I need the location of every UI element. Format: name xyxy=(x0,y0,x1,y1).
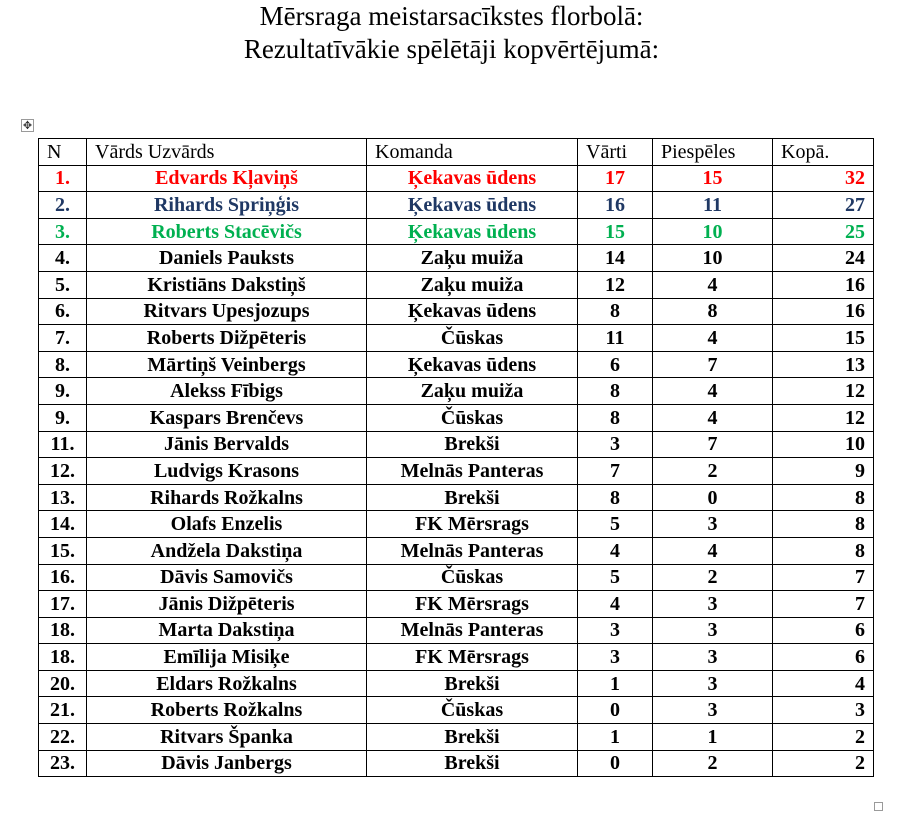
table-row xyxy=(39,351,874,378)
cell-team: Zaķu muiža xyxy=(367,245,578,272)
cell-assists: 3 xyxy=(653,670,773,697)
cell-assists: 4 xyxy=(653,325,773,352)
cell-rank: 5. xyxy=(39,271,87,298)
cell-goals: 6 xyxy=(578,351,653,378)
cell-team: Ķekavas ūdens xyxy=(367,192,578,219)
results-table xyxy=(38,138,874,777)
cell-player-name: Eldars Rožkalns xyxy=(87,670,367,697)
cell-rank: 12. xyxy=(39,458,87,485)
cell-total: 8 xyxy=(773,537,874,564)
header-number: N xyxy=(39,139,87,166)
cell-team: Brekši xyxy=(367,724,578,751)
cell-rank: 8. xyxy=(39,351,87,378)
cell-assists: 11 xyxy=(653,192,773,219)
cell-total: 24 xyxy=(773,245,874,272)
cell-total: 15 xyxy=(773,325,874,352)
cell-goals: 15 xyxy=(578,218,653,245)
cell-team: Zaķu muiža xyxy=(367,378,578,405)
cell-assists: 2 xyxy=(653,750,773,777)
cell-goals: 11 xyxy=(578,325,653,352)
cell-assists: 8 xyxy=(653,298,773,325)
cell-player-name: Rihards Spriņģis xyxy=(87,192,367,219)
cell-total: 8 xyxy=(773,511,874,538)
cell-team: Melnās Panteras xyxy=(367,537,578,564)
cell-player-name: Daniels Pauksts xyxy=(87,245,367,272)
cell-player-name: Kaspars Brenčevs xyxy=(87,404,367,431)
cell-player-name: Dāvis Samovičs xyxy=(87,564,367,591)
header-team: Komanda xyxy=(367,139,578,166)
cell-goals: 14 xyxy=(578,245,653,272)
cell-total: 2 xyxy=(773,750,874,777)
cell-team: Brekši xyxy=(367,750,578,777)
table-move-handle-icon[interactable]: ✥ xyxy=(22,119,33,132)
cell-rank: 21. xyxy=(39,697,87,724)
cell-player-name: Ritvars Španka xyxy=(87,724,367,751)
cell-team: Brekši xyxy=(367,484,578,511)
cell-goals: 16 xyxy=(578,192,653,219)
header-name: Vārds Uzvārds xyxy=(87,139,367,166)
table-row xyxy=(39,564,874,591)
cell-team: Čūskas xyxy=(367,564,578,591)
cell-player-name: Jānis Dižpēteris xyxy=(87,591,367,618)
cell-player-name: Ludvigs Krasons xyxy=(87,458,367,485)
cell-goals: 0 xyxy=(578,697,653,724)
table-row xyxy=(39,245,874,272)
cell-player-name: Edvards Kļaviņš xyxy=(87,165,367,192)
table-row xyxy=(39,750,874,777)
cell-total: 27 xyxy=(773,192,874,219)
table-row xyxy=(39,511,874,538)
cell-rank: 23. xyxy=(39,750,87,777)
table-row xyxy=(39,644,874,671)
cell-player-name: Roberts Rožkalns xyxy=(87,697,367,724)
table-row xyxy=(39,325,874,352)
cell-rank: 7. xyxy=(39,325,87,352)
cell-total: 9 xyxy=(773,458,874,485)
cell-goals: 12 xyxy=(578,271,653,298)
cell-assists: 10 xyxy=(653,245,773,272)
cell-player-name: Ritvars Upesjozups xyxy=(87,298,367,325)
cell-assists: 0 xyxy=(653,484,773,511)
cell-total: 12 xyxy=(773,404,874,431)
cell-assists: 4 xyxy=(653,271,773,298)
cell-team: FK Mērsrags xyxy=(367,511,578,538)
cell-rank: 15. xyxy=(39,537,87,564)
table-row xyxy=(39,192,874,219)
cell-total: 4 xyxy=(773,670,874,697)
cell-assists: 4 xyxy=(653,378,773,405)
cell-player-name: Emīlija Misiķe xyxy=(87,644,367,671)
cell-assists: 10 xyxy=(653,218,773,245)
cell-total: 7 xyxy=(773,591,874,618)
cell-rank: 17. xyxy=(39,591,87,618)
cell-team: Brekši xyxy=(367,431,578,458)
cell-rank: 14. xyxy=(39,511,87,538)
cell-rank: 6. xyxy=(39,298,87,325)
cell-team: Melnās Panteras xyxy=(367,617,578,644)
cell-team: Brekši xyxy=(367,670,578,697)
cell-assists: 2 xyxy=(653,458,773,485)
table-row xyxy=(39,591,874,618)
cell-player-name: Roberts Dižpēteris xyxy=(87,325,367,352)
cell-total: 12 xyxy=(773,378,874,405)
cell-assists: 15 xyxy=(653,165,773,192)
cell-team: FK Mērsrags xyxy=(367,644,578,671)
table-row xyxy=(39,165,874,192)
cell-goals: 7 xyxy=(578,458,653,485)
table-row xyxy=(39,670,874,697)
cell-assists: 3 xyxy=(653,697,773,724)
cell-player-name: Olafs Enzelis xyxy=(87,511,367,538)
table-header-row xyxy=(39,139,874,166)
cell-rank: 9. xyxy=(39,378,87,405)
cell-team: Ķekavas ūdens xyxy=(367,165,578,192)
cell-team: Čūskas xyxy=(367,325,578,352)
cell-total: 2 xyxy=(773,724,874,751)
cell-rank: 11. xyxy=(39,431,87,458)
table-row xyxy=(39,458,874,485)
cell-player-name: Jānis Bervalds xyxy=(87,431,367,458)
cell-player-name: Roberts Stacēvičs xyxy=(87,218,367,245)
cell-team: Ķekavas ūdens xyxy=(367,298,578,325)
cell-assists: 7 xyxy=(653,431,773,458)
cell-rank: 3. xyxy=(39,218,87,245)
cell-goals: 8 xyxy=(578,404,653,431)
header-total: Kopā. xyxy=(773,139,874,166)
cell-total: 6 xyxy=(773,644,874,671)
cell-assists: 3 xyxy=(653,644,773,671)
cell-total: 6 xyxy=(773,617,874,644)
cell-assists: 4 xyxy=(653,404,773,431)
cell-team: FK Mērsrags xyxy=(367,591,578,618)
table-row xyxy=(39,218,874,245)
cell-team: Ķekavas ūdens xyxy=(367,218,578,245)
cell-player-name: Marta Dakstiņa xyxy=(87,617,367,644)
cell-total: 32 xyxy=(773,165,874,192)
cell-goals: 8 xyxy=(578,484,653,511)
cell-rank: 4. xyxy=(39,245,87,272)
cell-team: Ķekavas ūdens xyxy=(367,351,578,378)
cell-rank: 22. xyxy=(39,724,87,751)
cell-goals: 8 xyxy=(578,298,653,325)
cell-player-name: Dāvis Janbergs xyxy=(87,750,367,777)
table-row xyxy=(39,298,874,325)
cell-assists: 7 xyxy=(653,351,773,378)
table-row xyxy=(39,378,874,405)
cell-assists: 4 xyxy=(653,537,773,564)
cell-goals: 5 xyxy=(578,564,653,591)
cell-rank: 18. xyxy=(39,644,87,671)
cell-goals: 3 xyxy=(578,431,653,458)
cell-player-name: Kristiāns Dakstiņš xyxy=(87,271,367,298)
cell-goals: 4 xyxy=(578,591,653,618)
table-row xyxy=(39,697,874,724)
cell-goals: 17 xyxy=(578,165,653,192)
cell-player-name: Alekss Fībigs xyxy=(87,378,367,405)
cell-goals: 0 xyxy=(578,750,653,777)
cell-total: 16 xyxy=(773,271,874,298)
header-assists: Piespēles xyxy=(653,139,773,166)
cell-goals: 5 xyxy=(578,511,653,538)
table-row xyxy=(39,617,874,644)
table-row xyxy=(39,537,874,564)
cell-goals: 1 xyxy=(578,724,653,751)
table-row xyxy=(39,724,874,751)
table-row xyxy=(39,271,874,298)
cell-assists: 3 xyxy=(653,511,773,538)
document-title: Mērsraga meistarsacīkstes florbolā: xyxy=(259,1,644,31)
cell-player-name: Rihards Rožkalns xyxy=(87,484,367,511)
table-row xyxy=(39,404,874,431)
table-row xyxy=(39,431,874,458)
cell-team: Čūskas xyxy=(367,404,578,431)
cell-team: Zaķu muiža xyxy=(367,271,578,298)
cell-total: 16 xyxy=(773,298,874,325)
cell-total: 10 xyxy=(773,431,874,458)
cell-total: 8 xyxy=(773,484,874,511)
cell-assists: 1 xyxy=(653,724,773,751)
cell-rank: 20. xyxy=(39,670,87,697)
cell-rank: 9. xyxy=(39,404,87,431)
cell-team: Čūskas xyxy=(367,697,578,724)
cell-rank: 16. xyxy=(39,564,87,591)
cell-goals: 4 xyxy=(578,537,653,564)
cell-player-name: Andžela Dakstiņa xyxy=(87,537,367,564)
cell-total: 3 xyxy=(773,697,874,724)
cell-total: 25 xyxy=(773,218,874,245)
cell-assists: 3 xyxy=(653,591,773,618)
cell-rank: 13. xyxy=(39,484,87,511)
table-row xyxy=(39,484,874,511)
cell-team: Melnās Panteras xyxy=(367,458,578,485)
cell-total: 7 xyxy=(773,564,874,591)
cell-rank: 18. xyxy=(39,617,87,644)
cell-assists: 2 xyxy=(653,564,773,591)
cell-goals: 3 xyxy=(578,617,653,644)
cell-rank: 2. xyxy=(39,192,87,219)
header-goals: Vārti xyxy=(578,139,653,166)
document-subtitle: Rezultatīvākie spēlētāji kopvērtējumā: xyxy=(243,34,660,64)
cell-rank: 1. xyxy=(39,165,87,192)
cell-assists: 3 xyxy=(653,617,773,644)
cell-goals: 3 xyxy=(578,644,653,671)
table-resize-handle-icon[interactable] xyxy=(874,802,883,811)
cell-goals: 8 xyxy=(578,378,653,405)
cell-goals: 1 xyxy=(578,670,653,697)
cell-total: 13 xyxy=(773,351,874,378)
cell-player-name: Mārtiņš Veinbergs xyxy=(87,351,367,378)
